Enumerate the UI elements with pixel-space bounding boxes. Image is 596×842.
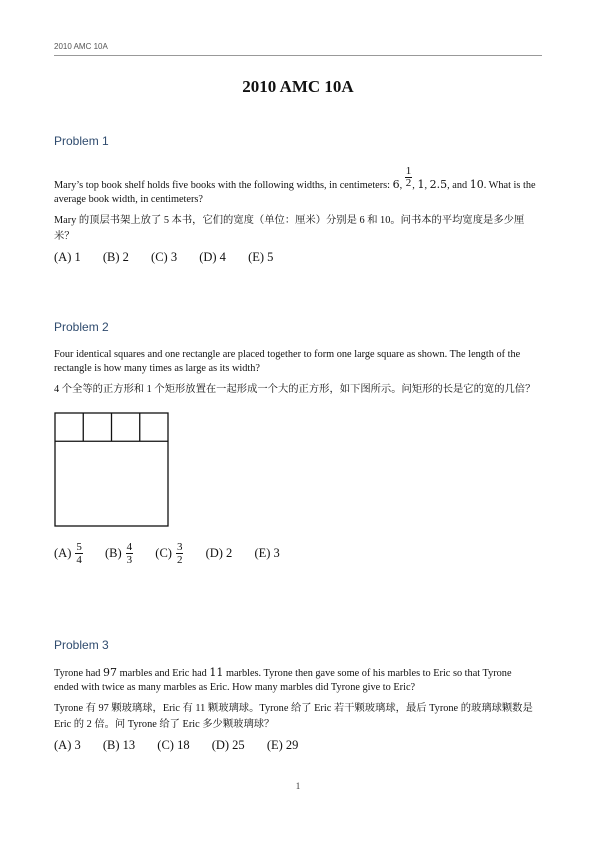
choice-a-label: (A) 3 <box>54 737 81 752</box>
width-2-5: 2.5 <box>429 178 448 191</box>
choice-e-label: (E) 3 <box>254 546 280 561</box>
choice-b <box>103 249 129 265</box>
problem-3-choices <box>54 737 538 753</box>
problem-2-figure <box>54 412 538 533</box>
choice-c <box>157 737 189 753</box>
choice-a <box>54 249 81 265</box>
width-1: 1 <box>417 178 425 191</box>
problem-1-chinese: Mary 的顶层书架上放了 5 本书，它们的宽度（单位：厘米）分别是 6 和 10。问书本的平均宽度是多少厘米？ <box>54 215 525 242</box>
problem-1-heading: Problem 1 <box>54 134 109 148</box>
choice-e <box>254 546 279 562</box>
choice-b-fraction <box>126 541 134 566</box>
choice-b-label: (B) 13 <box>102 737 136 752</box>
choice-b-num: 4 <box>126 541 133 553</box>
choice-d <box>212 737 245 753</box>
problem-3-en-p3: marbles. Tyrone then gave some of his marbles to Eric so that Tyrone ended with twice as many marbles as Eric. How many marbles did Tyrone give to Eric? <box>54 668 512 693</box>
choice-b-den: 3 <box>126 554 133 566</box>
problem-1 <box>54 134 538 265</box>
width-10: 10 <box>469 178 484 191</box>
choice-c-label: (C) <box>155 546 172 560</box>
width-half-num: 1 <box>405 165 412 177</box>
choice-e <box>248 249 273 265</box>
problem-3-english <box>54 666 538 695</box>
choice-a <box>54 541 83 566</box>
problem-3-chinese: Tyrone 有 97 颗玻璃球，Eric 有 11 颗玻璃球。Tyrone 给了 Eric 若干颗玻璃球，最后 Tyrone 的玻璃球颗数是 Eric 的 2 倍。问 Tyrone 给了 Eric 多少颗玻璃球？ <box>54 703 533 730</box>
running-header: 2010 AMC 10A <box>54 42 108 51</box>
problem-2-english: Four identical squares and one rectangle are placed together to form one large square as shown. The length of the rectangle is how many times as large as its width? <box>54 349 521 374</box>
problem-1-en-after: . What is the average book width, in centimeters? <box>54 180 536 205</box>
problem-2-chinese: 4 个全等的正方形和 1 个矩形放置在一起形成一个大的正方形，如下图所示。问矩形的长是它的宽的几倍？ <box>54 384 536 395</box>
problem-2-choices <box>54 541 538 566</box>
choice-e <box>267 737 299 753</box>
problem-3 <box>54 638 538 753</box>
choice-e-label: (E) 5 <box>248 249 274 264</box>
choice-c-num: 3 <box>176 541 183 553</box>
choice-c-label: (C) 18 <box>157 737 190 752</box>
problem-1-en-before: Mary’s top book shelf holds five books with the following widths, in centimeters: <box>54 180 393 191</box>
choice-e-label: (E) 29 <box>266 737 299 752</box>
choice-c-den: 2 <box>176 554 183 566</box>
problem-3-en-p1: Tyrone had <box>54 668 104 679</box>
choice-d <box>206 546 233 562</box>
tyrone-count: 97 <box>103 666 118 679</box>
choice-b <box>105 541 133 566</box>
choice-d <box>199 249 226 265</box>
width-one-half <box>405 166 413 189</box>
problem-2-heading: Problem 2 <box>54 320 109 334</box>
choice-a-label: (A) <box>54 546 72 560</box>
choice-a-label: (A) 1 <box>54 249 81 264</box>
choice-c <box>151 249 177 265</box>
problem-1-choices <box>54 249 538 265</box>
problem-1-english: Mary’s top book shelf holds five books with the following widths, in centimeters: 6, $\frac{1}{2}$ , 1, 2.5, and 10. What is the average book width, in centimeters? <box>54 165 536 205</box>
document-title: 2010 AMC 10A <box>242 77 354 96</box>
choice-b-label: (B) 2 <box>102 249 129 264</box>
choice-c-fraction <box>176 541 184 566</box>
choice-c <box>155 541 183 566</box>
choice-a-num: 5 <box>76 541 82 553</box>
choice-d-label: (D) 4 <box>199 249 226 264</box>
choice-a-den: 4 <box>76 554 82 566</box>
choice-d-label: (D) 2 <box>205 546 233 561</box>
choice-c-label: (C) 3 <box>151 249 178 264</box>
choice-a-fraction <box>75 541 83 566</box>
choice-a <box>54 737 81 753</box>
header-rule <box>54 55 542 56</box>
problem-2 <box>54 320 538 566</box>
width-half-den: 2 <box>405 177 412 189</box>
problem-3-heading: Problem 3 <box>54 638 109 652</box>
problem-1-en-and: and <box>452 180 468 191</box>
eric-count: 11 <box>209 666 224 679</box>
page-number: 1 <box>295 781 301 791</box>
choice-d-label: (D) 25 <box>211 737 245 752</box>
squares-rectangle-diagram <box>54 412 170 528</box>
choice-b-label: (B) <box>104 546 122 560</box>
choice-b <box>103 737 135 753</box>
problem-3-en-p2: marbles and Eric had <box>117 668 210 679</box>
width-6: 6 <box>392 178 400 191</box>
